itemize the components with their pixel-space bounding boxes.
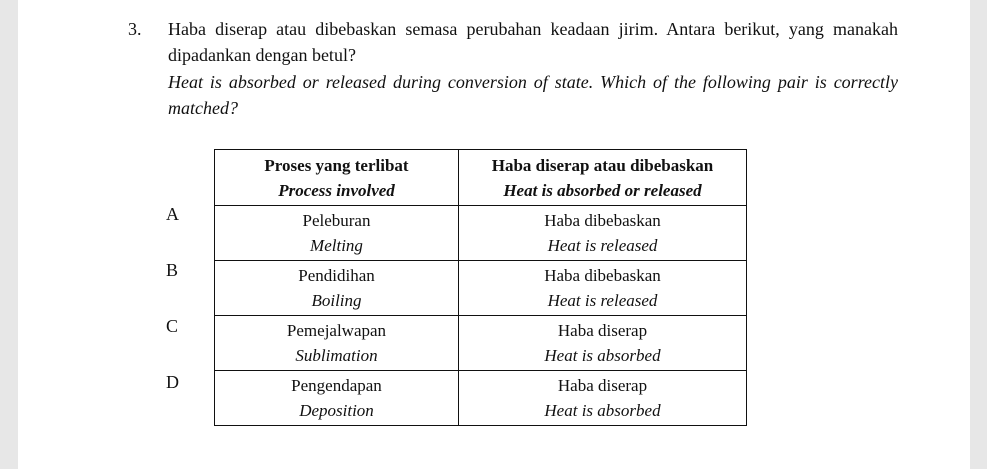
process-english: Sublimation: [295, 346, 378, 365]
process-malay: Pendidihan: [298, 266, 375, 285]
option-label-d[interactable]: D: [166, 372, 179, 392]
heat-cell: [459, 316, 747, 371]
heat-malay: Haba dibebaskan: [544, 266, 661, 285]
question-number: 3.: [128, 19, 142, 39]
process-malay: Peleburan: [302, 211, 371, 230]
table-row-a[interactable]: [215, 206, 747, 261]
header-process: [215, 150, 459, 206]
process-cell: [215, 261, 459, 316]
option-label-b[interactable]: B: [166, 260, 179, 280]
process-cell: [215, 206, 459, 261]
option-label-c[interactable]: C: [166, 316, 179, 336]
process-cell: [215, 371, 459, 426]
header-heat-english: Heat is absorbed or released: [503, 180, 702, 200]
heat-english: Heat is absorbed: [544, 346, 661, 365]
process-malay: Pemejalwapan: [286, 321, 387, 340]
question-text-malay: Haba diserap atau dibebaskan semasa perubahan keadaan jirim. Antara berikut, yang manakah dipadankan dengan betul?: [168, 19, 898, 65]
process-english: Boiling: [311, 291, 362, 310]
answer-table: [214, 149, 747, 426]
process-english: Deposition: [299, 401, 374, 420]
header-heat-malay: Haba diserap atau dibebaskan: [491, 155, 714, 175]
heat-english: Heat is absorbed: [544, 401, 661, 420]
heat-cell: [459, 206, 747, 261]
heat-english: Heat is released: [547, 236, 658, 255]
process-cell: [215, 316, 459, 371]
heat-malay: Haba diserap: [557, 321, 648, 340]
heat-english: Heat is released: [547, 291, 658, 310]
header-process-malay: Proses yang terlibat: [264, 155, 409, 175]
table-row-c[interactable]: [215, 316, 747, 371]
heat-malay: Haba dibebaskan: [544, 211, 661, 230]
question-text-english: Heat is absorbed or released during conversion of state. Which of the following pair is correctly matched?: [168, 72, 898, 118]
table-row-d[interactable]: [215, 371, 747, 426]
process-english: Melting: [310, 236, 363, 255]
heat-cell: [459, 261, 747, 316]
heat-malay: Haba diserap: [557, 376, 648, 395]
option-label-a[interactable]: A: [166, 204, 179, 224]
table-row-b[interactable]: [215, 261, 747, 316]
process-malay: Pengendapan: [291, 376, 382, 395]
question-text: [168, 16, 898, 121]
header-heat: [459, 150, 747, 206]
heat-cell: [459, 371, 747, 426]
header-process-english: Process involved: [278, 180, 395, 200]
table-header-row: [215, 150, 747, 206]
